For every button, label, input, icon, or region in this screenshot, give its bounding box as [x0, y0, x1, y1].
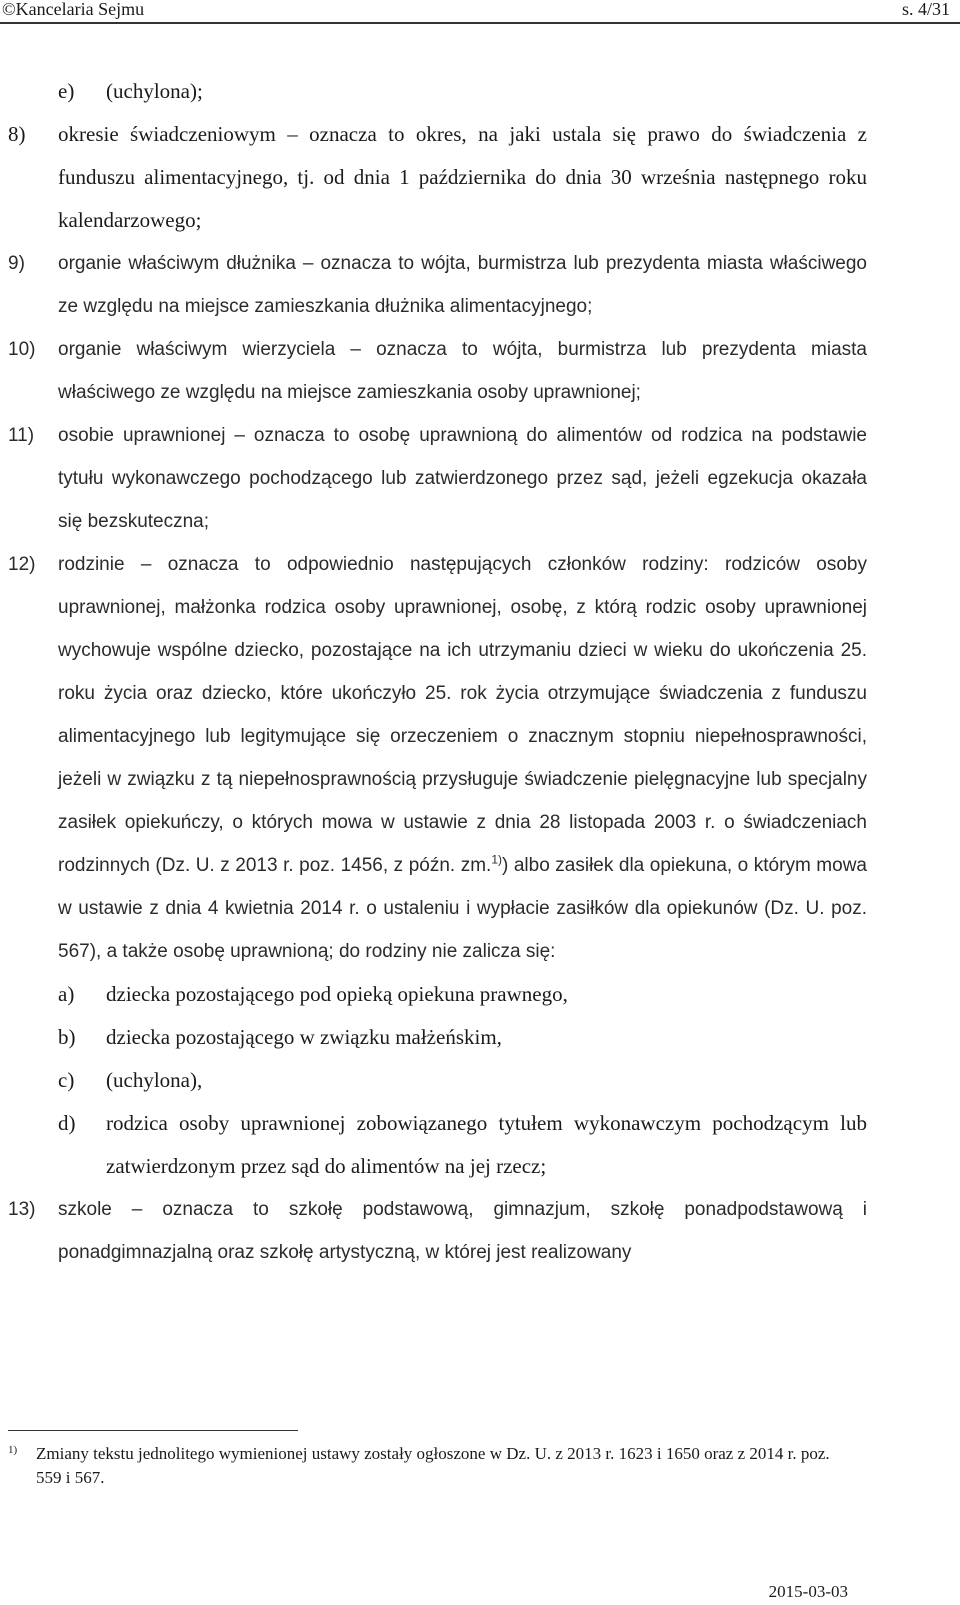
item-text: dziecka pozostającego pod opieką opiekuna prawnego,	[106, 982, 568, 1006]
item-number: 10)	[8, 339, 36, 360]
item-text-part: rodzinie – oznacza to odpowiednio następujących członków rodziny: rodziców osoby uprawnionej, małżonka rodzica osoby uprawnionej, osobę, z którą rodzic osoby uprawnionej wychowuje wspólne dziecko, pozostające na ich utrzymaniu dzieci w wieku do ukończenia 25. roku życia oraz dziecko, które ukończyło 25. rok życia otrzymujące świadczenia z funduszu alimentacyjnego lub legitymujące się orzeczeniem o znacznym stopniu niepełnosprawności, jeżeli w związku z tą niepełnosprawnością przysługuje świadczenie pielęgnacyjne lub specjalny zasiłek opiekuńczy, o których mowa w ustawie z dnia 28 listopada 2003 r. o świadczeniach rodzinnych (Dz. U. z 2013 r. poz. 1456, z późn. zm.	[58, 554, 867, 876]
header-copyright: ©Kancelaria Sejmu	[2, 0, 145, 19]
item-number: 12)	[8, 554, 36, 575]
item-number: 13)	[8, 1199, 36, 1220]
item-text-part: ) albo zasiłek dla opiekuna, o którym mowa w ustawie z dnia 4 kwietnia 2014 r. o ustaleniu i wypłacie zasiłków dla opiekunów (Dz. U. poz. 567), a także osobę uprawnioną; do rodziny nie zalicza się:	[58, 855, 867, 962]
footer-date: 2015-03-03	[768, 1582, 848, 1601]
item-text: organie właściwym wierzyciela – oznacza to wójta, burmistrza lub prezydenta miasta właściwego ze względu na miejsce zamieszkania osoby uprawnionej;	[58, 339, 867, 403]
item-text: (uchylona);	[106, 79, 203, 103]
definition-9	[0, 242, 960, 328]
footnote	[8, 1442, 858, 1490]
item-text: szkole – oznacza to szkołę podstawową, gimnazjum, szkołę ponadpodstawową i ponadgimnazjalną oraz szkołę artystyczną, w której jest realizowany	[58, 1199, 867, 1263]
footnote-mark: 1)	[8, 1444, 18, 1456]
exclusion-d	[0, 1102, 960, 1188]
item-letter: b)	[58, 1025, 76, 1049]
footnote-reference[interactable]: 1)	[491, 852, 502, 867]
exclusion-c	[0, 1059, 960, 1102]
definition-10	[0, 328, 960, 414]
header-rule	[0, 22, 960, 24]
item-letter: d)	[58, 1111, 76, 1135]
item-number: e)	[58, 79, 75, 103]
item-text: (uchylona),	[106, 1068, 203, 1092]
exclusion-b	[0, 1016, 960, 1059]
definition-12	[0, 543, 960, 973]
list-item-e	[0, 70, 960, 113]
item-number: 9)	[8, 253, 25, 274]
item-letter: c)	[58, 1068, 75, 1092]
item-text: organie właściwym dłużnika – oznacza to wójta, burmistrza lub prezydenta miasta właściwego ze względu na miejsce zamieszkania dłużnika alimentacyjnego;	[58, 253, 867, 317]
page-header	[0, 0, 960, 22]
item-text: rodzica osoby uprawnionej zobowiązanego tytułem wykonawczym pochodzącym lub zatwierdzonym przez sąd do alimentów na jej rzecz;	[106, 1111, 867, 1178]
item-text: osobie uprawnionej – oznacza to osobę uprawnioną do alimentów od rodzica na podstawie tytułu wykonawczego pochodzącego lub zatwierdzonego przez sąd, jeżeli egzekucja okazała się bezskuteczna;	[58, 425, 867, 532]
definition-8	[0, 113, 960, 242]
item-letter: a)	[58, 982, 75, 1006]
item-text	[58, 543, 867, 973]
footnote-text: Zmiany tekstu jednolitego wymienionej ustawy zostały ogłoszone w Dz. U. z 2013 r. 1623 i 1650 oraz z 2014 r. poz. 559 i 567.	[36, 1444, 830, 1487]
item-text: okresie świadczeniowym – oznacza to okres, na jaki ustala się prawo do świadczenia z funduszu alimentacyjnego, tj. od dnia 1 października do dnia 30 września następnego roku kalendarzowego;	[58, 122, 867, 232]
document-body	[0, 70, 960, 1274]
item-number: 8)	[8, 122, 26, 146]
item-number: 11)	[8, 425, 35, 446]
exclusion-a	[0, 973, 960, 1016]
footnote-separator	[8, 1430, 298, 1431]
definition-11	[0, 414, 960, 543]
header-page-number: s. 4/31	[901, 0, 950, 19]
item-text: dziecka pozostającego w związku małżeńskim,	[106, 1025, 502, 1049]
definition-13	[0, 1188, 960, 1274]
